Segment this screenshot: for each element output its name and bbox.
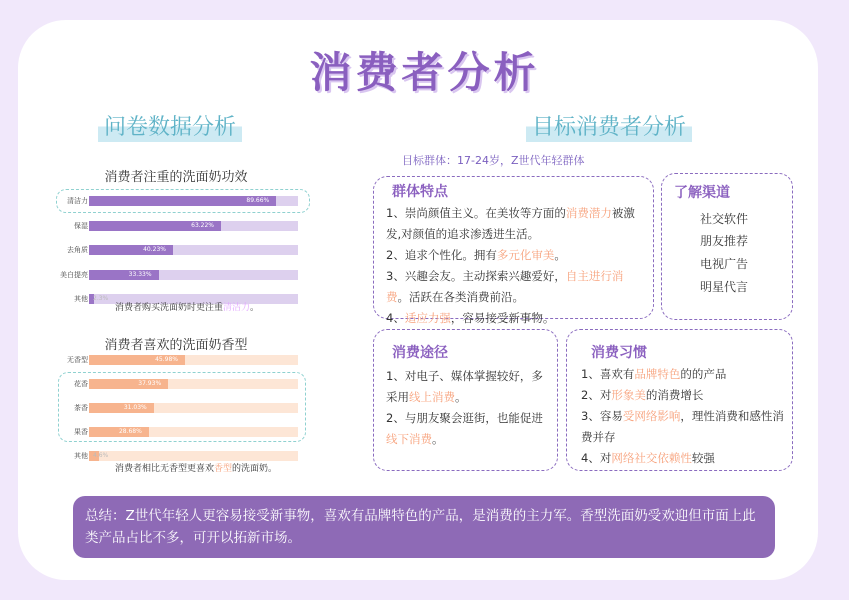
item-text: 1、崇尚颜值主义。在美妆等方面的 (386, 206, 566, 220)
item-text: 较强 (691, 451, 715, 465)
bar-row (52, 401, 300, 415)
paths-box (373, 329, 558, 471)
item-text: 的的产品 (680, 367, 727, 381)
fragrance-note: 消费者相比无香型更喜欢香型的洗面奶。 (115, 464, 278, 474)
highlight-text: 受网络影响 (622, 409, 681, 423)
bar-category-label: 保湿 (74, 221, 88, 230)
bar-track (89, 245, 298, 255)
channel-item: 社交软件 (700, 212, 749, 226)
bar-track (89, 451, 298, 461)
channel-item: 朋友推荐 (700, 234, 749, 248)
item-text: 1、喜欢有 (581, 367, 635, 381)
channels-title: 了解渠道 (670, 182, 734, 202)
target-heading: 目标消费者分析 (526, 114, 692, 142)
bar-row (52, 353, 300, 367)
fragrance-chart-title: 消费者喜欢的洗面奶香型 (104, 338, 248, 353)
item-text: 2、追求个性化。拥有 (386, 248, 497, 262)
bar-row (52, 194, 300, 208)
item-text: ，理性消费和感性消费并存 (581, 409, 784, 444)
bar-value-label: 4.6% (93, 452, 109, 459)
list-item (581, 385, 786, 406)
bar-track (89, 270, 298, 280)
bar-track (89, 221, 298, 231)
bar-value-label: 40.23% (143, 246, 166, 253)
bar-category-label: 美白提亮 (60, 270, 88, 279)
bar-category-label: 其他 (74, 452, 88, 460)
bar-value-label: 63.22% (191, 221, 215, 229)
bar-row (52, 243, 300, 257)
list-item (386, 308, 644, 329)
list-item (581, 406, 786, 448)
efficacy-note: 消费者购买洗面奶时更注重清洁力。 (115, 303, 260, 313)
bar-row (52, 268, 300, 282)
item-text: 。 (554, 248, 566, 262)
list-item (386, 366, 550, 408)
item-text: ，容易接受新事物。 (450, 311, 555, 325)
survey-heading: 问卷数据分析 (98, 114, 242, 142)
bar-row (52, 425, 300, 439)
bar-track (89, 403, 298, 413)
list-item (386, 245, 644, 266)
bar-row (52, 377, 300, 391)
item-text: 的消费增长 (645, 388, 704, 402)
bar-row (52, 219, 300, 233)
item-text: 被激发,对颜值的追求渗透进生活。 (386, 206, 635, 241)
paths-title: 消费途径 (388, 342, 452, 362)
bar-value-label: 33.33% (128, 270, 152, 278)
channel-item: 明星代言 (700, 280, 749, 294)
item-text: 4、对 (581, 451, 612, 465)
highlight-text: 网络社交依赖性 (611, 451, 692, 465)
highlight-text: 多元化审美 (496, 248, 555, 262)
item-text: 3、容易 (581, 409, 623, 423)
bar-value-label: 45.98% (155, 356, 178, 363)
list-item (386, 203, 644, 245)
highlight-text: 形象美 (611, 388, 646, 402)
bar-category-label: 茶香 (74, 404, 88, 412)
bar-value-label: 89.66% (246, 197, 270, 204)
bar-track (89, 379, 298, 389)
item-text: 。 (455, 390, 467, 404)
bar-category-label: 花香 (74, 380, 88, 388)
bar-value-label: 31.03% (123, 404, 147, 411)
highlight-text: 线下消费 (386, 432, 432, 446)
bar-category-label: 果香 (74, 428, 88, 436)
bar-track (89, 355, 298, 365)
channels-box (661, 173, 793, 320)
item-text: 。 (432, 432, 444, 446)
highlight-text: 线上消费 (409, 390, 455, 404)
bar-value-label: 2.3% (93, 295, 109, 302)
item-text: 3、兴趣会友。主动探索兴趣爱好， (386, 269, 566, 283)
habits-list (581, 364, 786, 469)
list-item (386, 266, 644, 308)
bar-track (89, 427, 298, 437)
paths-list (386, 366, 550, 450)
highlight-text: 自主进行消费 (386, 269, 624, 304)
bar-track (89, 196, 298, 206)
item-text: 1、对电子、媒体掌握较好，多采用 (386, 369, 543, 404)
bar-category-label: 其他 (74, 295, 88, 303)
item-text: 4、 (386, 311, 405, 325)
item-text: 2、与朋友聚会逛街，也能促进 (386, 411, 543, 425)
bar-category-label: 无香型 (67, 356, 88, 364)
item-text: 2、对 (581, 388, 612, 402)
traits-title: 群体特点 (388, 181, 452, 201)
list-item (386, 408, 550, 450)
bar-value-label: 28.68% (118, 428, 142, 435)
bar-category-label: 去角质 (67, 246, 88, 254)
bar-value-label: 37.93% (138, 380, 162, 387)
list-item (581, 364, 786, 385)
page-title: 消费者分析 (309, 48, 540, 97)
item-text: 。活跃在各类消费前沿。 (397, 290, 524, 304)
highlight-text: 适应力强 (404, 311, 451, 325)
channel-item: 电视广告 (700, 257, 749, 271)
highlight-text: 消费潜力 (565, 206, 612, 220)
highlight-text: 品牌特色 (634, 367, 681, 381)
summary-box: 总结：Z世代年轻人更容易接受新事物，喜欢有品牌特色的产品，是消费的主力军。香型洗面奶受欢迎但市面上此类产品占比不多，可开以拓新市场。 (73, 496, 775, 558)
traits-box (373, 176, 654, 325)
efficacy-chart-title: 消费者注重的洗面奶功效 (104, 170, 248, 185)
habits-box (566, 329, 793, 471)
habits-title: 消费习惯 (587, 342, 651, 362)
target-group: 目标群体：17-24岁，Z世代年轻群体 (402, 154, 585, 167)
list-item (581, 448, 786, 469)
traits-list (386, 203, 644, 329)
bar-category-label: 清洁力 (67, 197, 88, 205)
